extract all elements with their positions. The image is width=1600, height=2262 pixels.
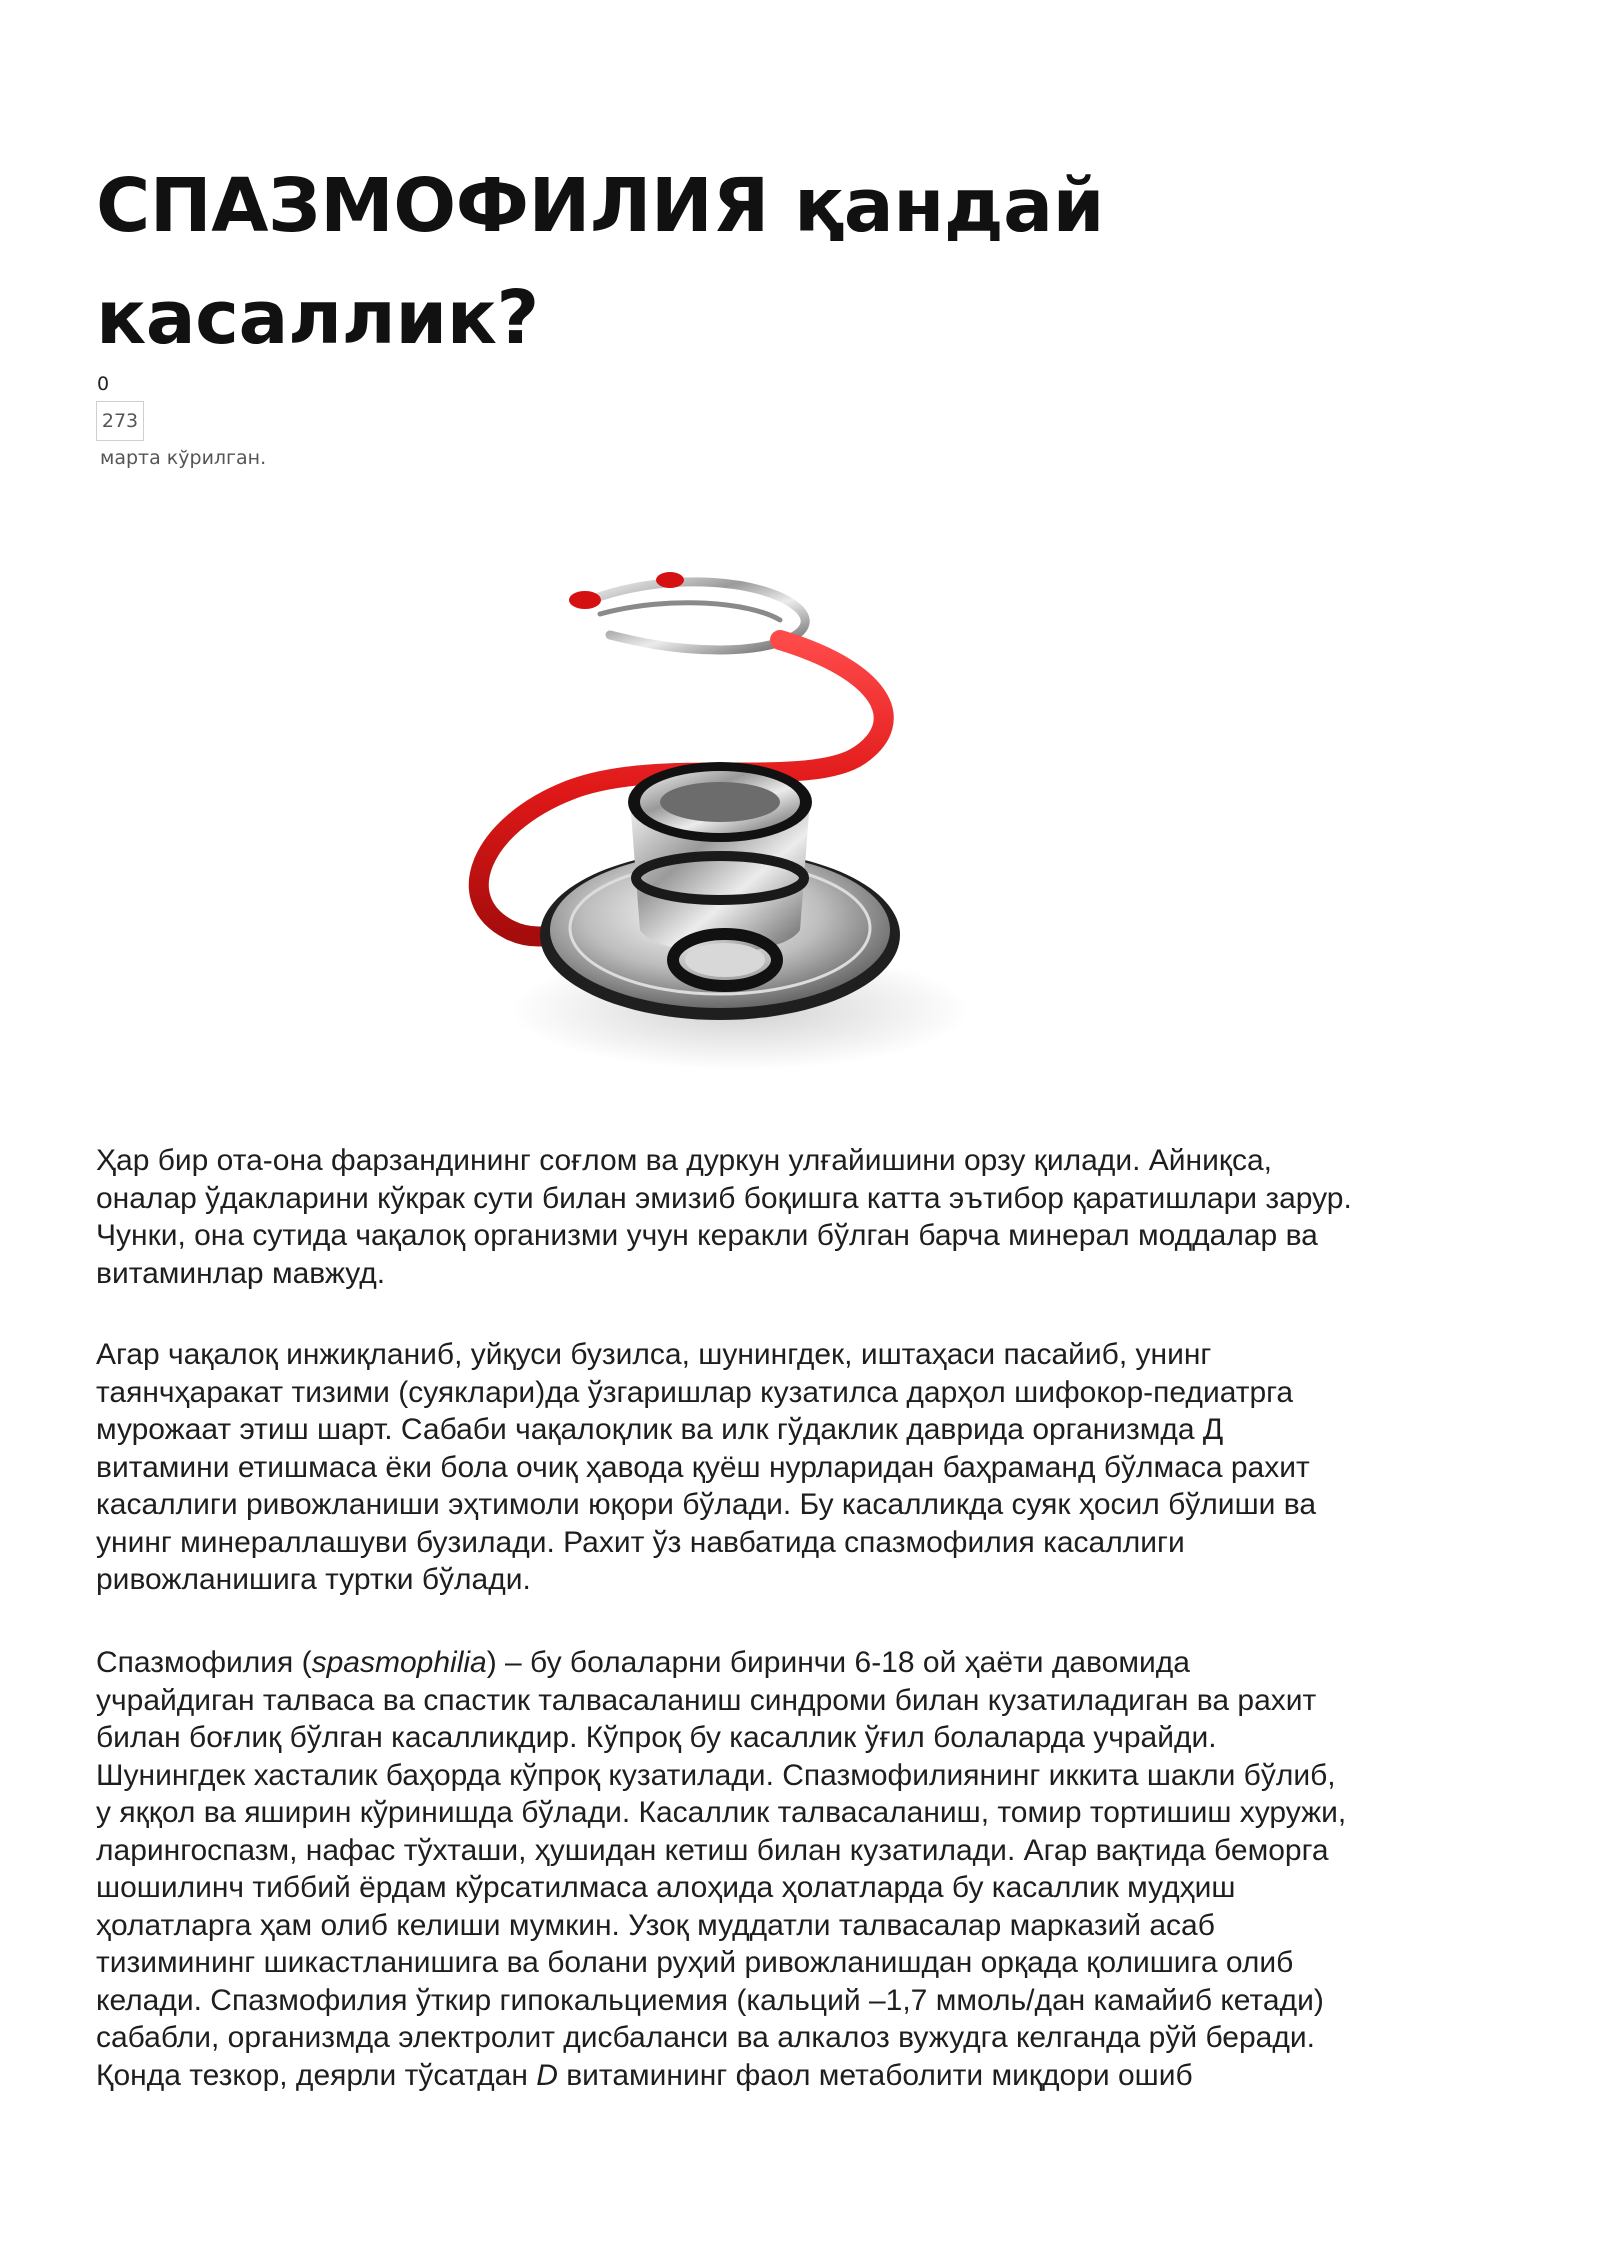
- vitamin-d-letter: D: [536, 2058, 558, 2092]
- paragraph-3-line: ҳолатларга ҳам олиб келиши мумкин. Узоқ муддатли талвасалар марказий асаб: [96, 1908, 1215, 1942]
- paragraph-3: [96, 1644, 1496, 2094]
- text-fragment: Спазмофилия (: [96, 1646, 312, 1679]
- paragraph-2-line: таянчҳаракат тизими (суяклари)да ўзгаришлар кузатилса дарҳол шифокор-педиатрга: [96, 1375, 1294, 1409]
- paragraph-1-line: витаминлар мавжуд.: [96, 1256, 386, 1290]
- title-line-2: касаллик?: [96, 275, 539, 361]
- comment-count: 0: [97, 373, 110, 395]
- paragraph-2-line: Агар чақалоқ инжиқланиб, уйқуси бузилса, шунингдек, иштаҳаси пасайиб, унинг: [96, 1338, 1212, 1371]
- paragraph-3-line: сабабли, организмда электролит дисбаланси ва алкалоз вужудга келганда рўй беради.: [96, 2021, 1315, 2054]
- view-count-label: марта кўрилган.: [100, 447, 267, 469]
- view-count-badge: [96, 401, 144, 441]
- text-fragment: витамининг фаол метаболити миқдори ошиб: [557, 2058, 1193, 2092]
- title-line-1: СПАЗМОФИЛИЯ қандай: [96, 163, 1104, 249]
- paragraph-2: [96, 1336, 1496, 1599]
- paragraph-1-line: Ҳар бир ота-она фарзандининг соғлом ва дуркун улғайишини орзу қилади. Айниқса,: [96, 1144, 1272, 1177]
- paragraph-3-line: учрайдиган талваса ва спастик талвасаланиш синдроми билан кузатиладиган ва рахит: [96, 1683, 1317, 1717]
- paragraph-3-line: [96, 2057, 1496, 2095]
- text-fragment: Қонда тезкор, деярли тўсатдан: [96, 2058, 537, 2092]
- stethoscope-image: [440, 540, 1060, 1100]
- article-title: [96, 150, 1296, 374]
- paragraph-3-line: шошилинч тиббий ёрдам кўрсатилмаса алоҳида ҳолатларда бу касаллик мудҳиш: [96, 1871, 1236, 1904]
- paragraph-2-line: касаллиги ривожланиши эҳтимоли юқори бўлади. Бу касалликда суяк ҳосил бўлиши ва: [96, 1488, 1317, 1521]
- paragraph-2-line: витамини етишмаса ёки бола очиқ ҳавода қуёш нурларидан баҳраманд бўлмаса рахит: [96, 1450, 1310, 1484]
- paragraph-3-line: ларингоспазм, нафас тўхташи, ҳушидан кетиш билан кузатилади. Агар вақтида беморга: [96, 1833, 1329, 1867]
- paragraph-1: [96, 1142, 1496, 1292]
- paragraph-3-line: тизимининг шикастланишига ва болани руҳий ривожланишдан орқада қолишига олиб: [96, 1946, 1294, 1979]
- paragraph-1-line: Чунки, она сутида чақалоқ организми учун керакли бўлган барча минерал моддалар ва: [96, 1219, 1318, 1252]
- view-count: 273: [101, 410, 139, 432]
- paragraph-1-line: оналар ўдакларини кўкрак сути билан эмизиб боқишга катта эътибор қаратишлари зарур.: [96, 1181, 1352, 1215]
- latin-term: spasmophilia: [311, 1646, 487, 1679]
- paragraph-3-line: Шунингдек хасталик баҳорда кўпроқ кузатилади. Спазмофилиянинг иккита шакли бўлиб,: [96, 1758, 1336, 1792]
- paragraph-2-line: ривожланишига туртки бўлади.: [96, 1563, 531, 1596]
- text-fragment: ) – бу болаларни биринчи 6-18 ой ҳаёти давомида: [486, 1646, 1190, 1679]
- paragraph-2-line: мурожаат этиш шарт. Сабаби чақалоқлик ва илк гўдаклик даврида организмда Д: [96, 1413, 1224, 1446]
- paragraph-3-line: у яққол ва яширин кўринишда бўлади. Касаллик талвасаланиш, томир тортишиш хуружи,: [96, 1796, 1347, 1829]
- paragraph-3-line: билан боғлиқ бўлган касалликдир. Кўпроқ бу касаллик ўғил болаларда учрайди.: [96, 1721, 1217, 1754]
- paragraph-2-line: унинг минераллашуви бузилади. Рахит ўз навбатида спазмофилия касаллиги: [96, 1525, 1185, 1559]
- paragraph-3-line: [96, 1644, 1496, 1682]
- paragraph-3-line: келади. Спазмофилия ўткир гипокальциемия (кальций –1,7 ммоль/дан камайиб кетади): [96, 1983, 1324, 2017]
